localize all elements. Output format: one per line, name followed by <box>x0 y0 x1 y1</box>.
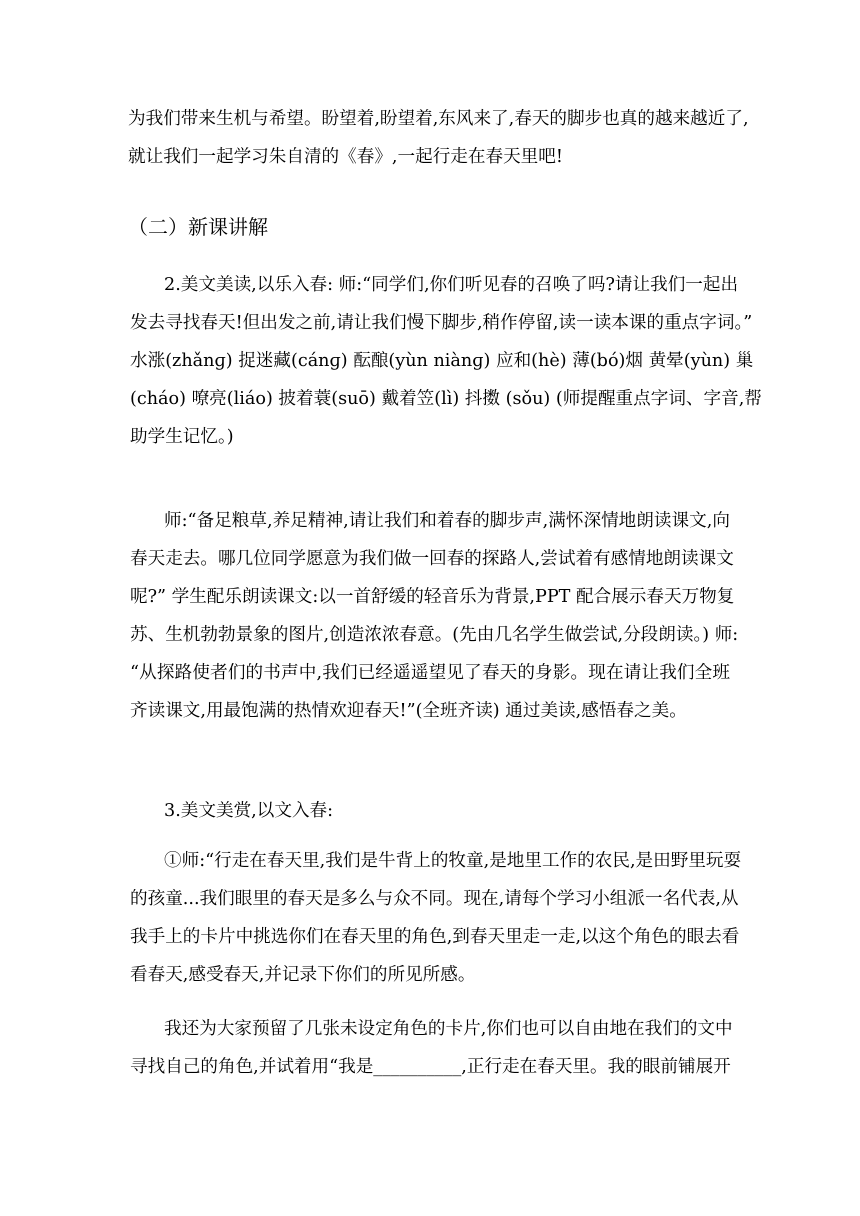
teacher-line-4: 苏、生机勃勃景象的图片,创造浓浓春意。(先由几名学生做尝试,分段朗读。) 师: <box>130 625 739 645</box>
appreciation-paragraph <box>130 792 730 830</box>
cards-paragraph <box>130 1010 733 1086</box>
section-heading: （二）新课讲解 <box>128 215 268 239</box>
cards-line-2: 寻找自己的角色,并试着用“我是__________,正行走在春天里。我的眼前铺展开 <box>130 1057 731 1077</box>
role-paragraph <box>130 842 742 994</box>
teacher-line-1: 师:“备足粮草,养足精神,请让我们和着春的脚步声,满怀深情地朗读课文,向 <box>164 511 730 531</box>
intro-line-1: 为我们带来生机与希望。盼望着,盼望着,东风来了,春天的脚步也真的越来越近了, <box>128 109 749 129</box>
teacher-line-3: 呢?” 学生配乐朗读课文:以一首舒缓的轻音乐为背景,PPT 配合展示春天万物复 <box>130 587 735 607</box>
role-line-3: 我手上的卡片中挑选你们在春天里的角色,到春天里走一走,以这个角色的眼去看 <box>130 927 740 947</box>
teacher-line-5: “从探路使者们的书声中,我们已经遥遥望见了春天的身影。现在请让我们全班 <box>130 663 730 683</box>
role-line-4: 看春天,感受春天,并记录下你们的所见所感。 <box>130 965 476 985</box>
reading-line-4: (cháo) 嘹亮(liáo) 披着蓑(suō) 戴着笠(lì) 抖擞 (sǒu) (师提醒重点字词、字音,帮 <box>130 389 762 409</box>
teacher-paragraph <box>130 502 739 730</box>
intro-paragraph <box>128 100 749 176</box>
reading-paragraph <box>130 266 762 456</box>
role-line-2: 的孩童...我们眼里的春天是多么与众不同。现在,请每个学习小组派一名代表,从 <box>130 889 739 909</box>
reading-line-2: 发去寻找春天!但出发之前,请让我们慢下脚步,稍作停留,读一读本课的重点字词。” <box>130 313 753 333</box>
reading-line-3: 水涨(zhǎnɡ) 捉迷藏(cánɡ) 酝酿(yùn niànɡ) 应和(hè) 薄(bó)烟 黄晕(yùn) 巢 <box>130 351 754 371</box>
appreciation-line-1: 3.美文美赏,以文入春: <box>164 801 334 821</box>
intro-line-2: 就让我们一起学习朱自清的《春》,一起行走在春天里吧! <box>128 147 563 167</box>
cards-line-1: 我还为大家预留了几张未设定角色的卡片,你们也可以自由地在我们的文中 <box>164 1019 733 1039</box>
teacher-line-6: 齐读课文,用最饱满的热情欢迎春天!”(全班齐读) 通过美读,感悟春之美。 <box>130 701 687 721</box>
teacher-line-2: 春天走去。哪几位同学愿意为我们做一回春的探路人,尝试着有感情地朗读课文 <box>130 549 734 569</box>
reading-line-5: 助学生记忆。) <box>130 427 234 447</box>
role-line-1: ①师:“行走在春天里,我们是牛背上的牧童,是地里工作的农民,是田野里玩耍 <box>164 851 742 871</box>
reading-line-1: 2.美文美读,以乐入春: 师:“同学们,你们听见春的召唤了吗?请让我们一起出 <box>164 275 739 295</box>
